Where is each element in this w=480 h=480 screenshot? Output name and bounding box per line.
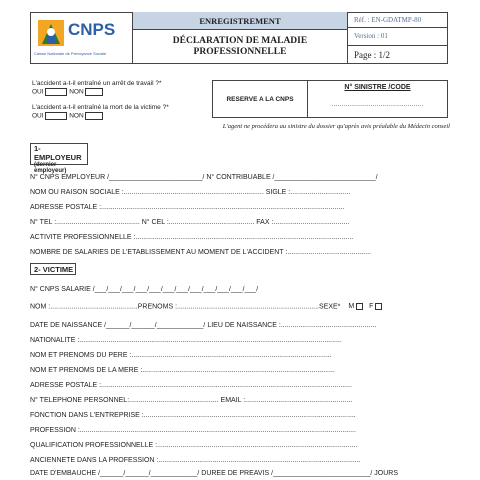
field-fonction[interactable]: FONCTION DANS L'ENTREPRISE :............................................................................................................. <box>30 412 356 419</box>
field-qualification[interactable]: QUALIFICATION PROFESSIONNELLE :....................................................................................................... <box>30 442 358 449</box>
sinistre-box <box>308 80 448 118</box>
oui-checkbox[interactable] <box>45 88 67 96</box>
field-adresse-postale[interactable]: ADRESSE POSTALE :............................................................................................................................. <box>30 204 345 211</box>
field-mere[interactable]: NOM ET PRENOMS DE LA MERE :................................................................................................... <box>30 367 335 374</box>
oui-label: OUI <box>32 112 44 120</box>
logo-subtitle: Caisse Nationale de Prévoyance Sociale <box>34 51 107 56</box>
reference: Réf. : EN-GDATMP-80 <box>348 12 448 28</box>
non-checkbox[interactable] <box>85 88 103 96</box>
logo-text: CNPS <box>68 20 116 39</box>
field-telephone-email[interactable]: N° TELEPHONE PERSONNEL:.............................................. EMAIL :....................................................... <box>30 397 353 404</box>
non-label: NON <box>69 112 84 120</box>
field-adresse-victime[interactable]: ADRESSE POSTALE :................................................................................................................................. <box>30 382 352 389</box>
reserve-cnps: RESERVE A LA CNPS <box>212 80 308 118</box>
oui-label: OUI <box>32 88 44 96</box>
page-number: Page : 1/2 <box>354 50 390 60</box>
answer-row-1 <box>32 88 103 96</box>
field-activite[interactable]: ACTIVITÉ PROFESSIONNELLE :................................................................................................................ <box>30 234 354 241</box>
oui-checkbox[interactable] <box>45 112 67 120</box>
cnps-logo-icon <box>36 18 66 48</box>
field-cnps-employeur[interactable]: N° CNPS EMPLOYEUR /________________________/ N° CONTRIBUABLE /__________________________/ <box>30 174 378 181</box>
sinistre-label: N° SINISTRE /CODE <box>344 84 411 91</box>
answer-row-2 <box>32 112 103 120</box>
m-checkbox[interactable] <box>356 303 363 310</box>
field-profession[interactable]: PROFESSION :.............................................................................................................................................. <box>30 427 356 434</box>
nom-prenoms-text: NOM :.............................................PRENOMS :.........................................................................SEXE* <box>30 303 341 311</box>
section-employeur <box>30 143 88 174</box>
section-victime: 2- VICTIME <box>30 263 76 275</box>
field-nombre-salaries[interactable]: NOMBRE DE SALARIÉS DE L'ÉTABLISSEMENT AU MOMENT DE L'ACCIDENT :........................................... <box>30 249 371 256</box>
field-nationalite[interactable]: NATIONALITE :....................................................................................................................................... <box>30 337 342 344</box>
section-subtitle: (dernier employeur) <box>34 162 67 174</box>
f-label: F <box>369 303 374 311</box>
non-label: NON <box>69 88 84 96</box>
question-mort: L'accident a-t-il entraîné la mort de la victime ?* <box>32 104 169 111</box>
section-title: 1- EMPLOYEUR <box>34 144 82 162</box>
enregistrement-label: ENREGISTREMENT <box>133 12 348 30</box>
version: Version : 01 <box>348 28 448 46</box>
field-cnps-salarie[interactable]: N° CNPS SALARIE /___/___/___/___/___/___/___/___/___/___/___/___/ <box>30 286 259 293</box>
sinistre-field[interactable]: ............................................... <box>331 101 424 108</box>
field-nom-prenoms[interactable] <box>30 303 448 310</box>
question-arret: L'accident a-t-il entraîné un arrêt de travail ?* <box>32 80 162 87</box>
field-raison-sociale[interactable]: NOM OU RAISON SOCIALE :........................................................................ SIGLE :............................... <box>30 189 351 196</box>
non-checkbox[interactable] <box>85 112 103 120</box>
note: L'agent ne procédera au sinistre du dossier qu'après avis préalable du Médecin conseil <box>222 123 450 130</box>
field-date-embauche[interactable]: DATE D'EMBAUCHE /______/______/____________/ DUREE DE PREAVIS /_________________________/ JOURS <box>30 470 399 477</box>
field-telephone[interactable]: N° TEL :........................................... N° CEL :............................................ FAX :....................................... <box>30 219 350 226</box>
logo-area <box>30 12 133 64</box>
document-title: DÉCLARATION DE MALADIE PROFESSIONNELLE <box>133 30 348 64</box>
m-label: M <box>348 303 355 311</box>
field-date-naissance[interactable]: DATE DE NAISSANCE /______/______/____________/ LIEU DE NAISSANCE :................................................. <box>30 322 377 329</box>
field-anciennete[interactable]: ANCIENNETE DANS LA PROFESSION :........................................................................................................ <box>30 457 361 464</box>
field-pere[interactable]: NOM ET PRENOMS DU PÈRE :....................................................................................................... <box>30 352 332 359</box>
f-checkbox[interactable] <box>375 303 382 310</box>
